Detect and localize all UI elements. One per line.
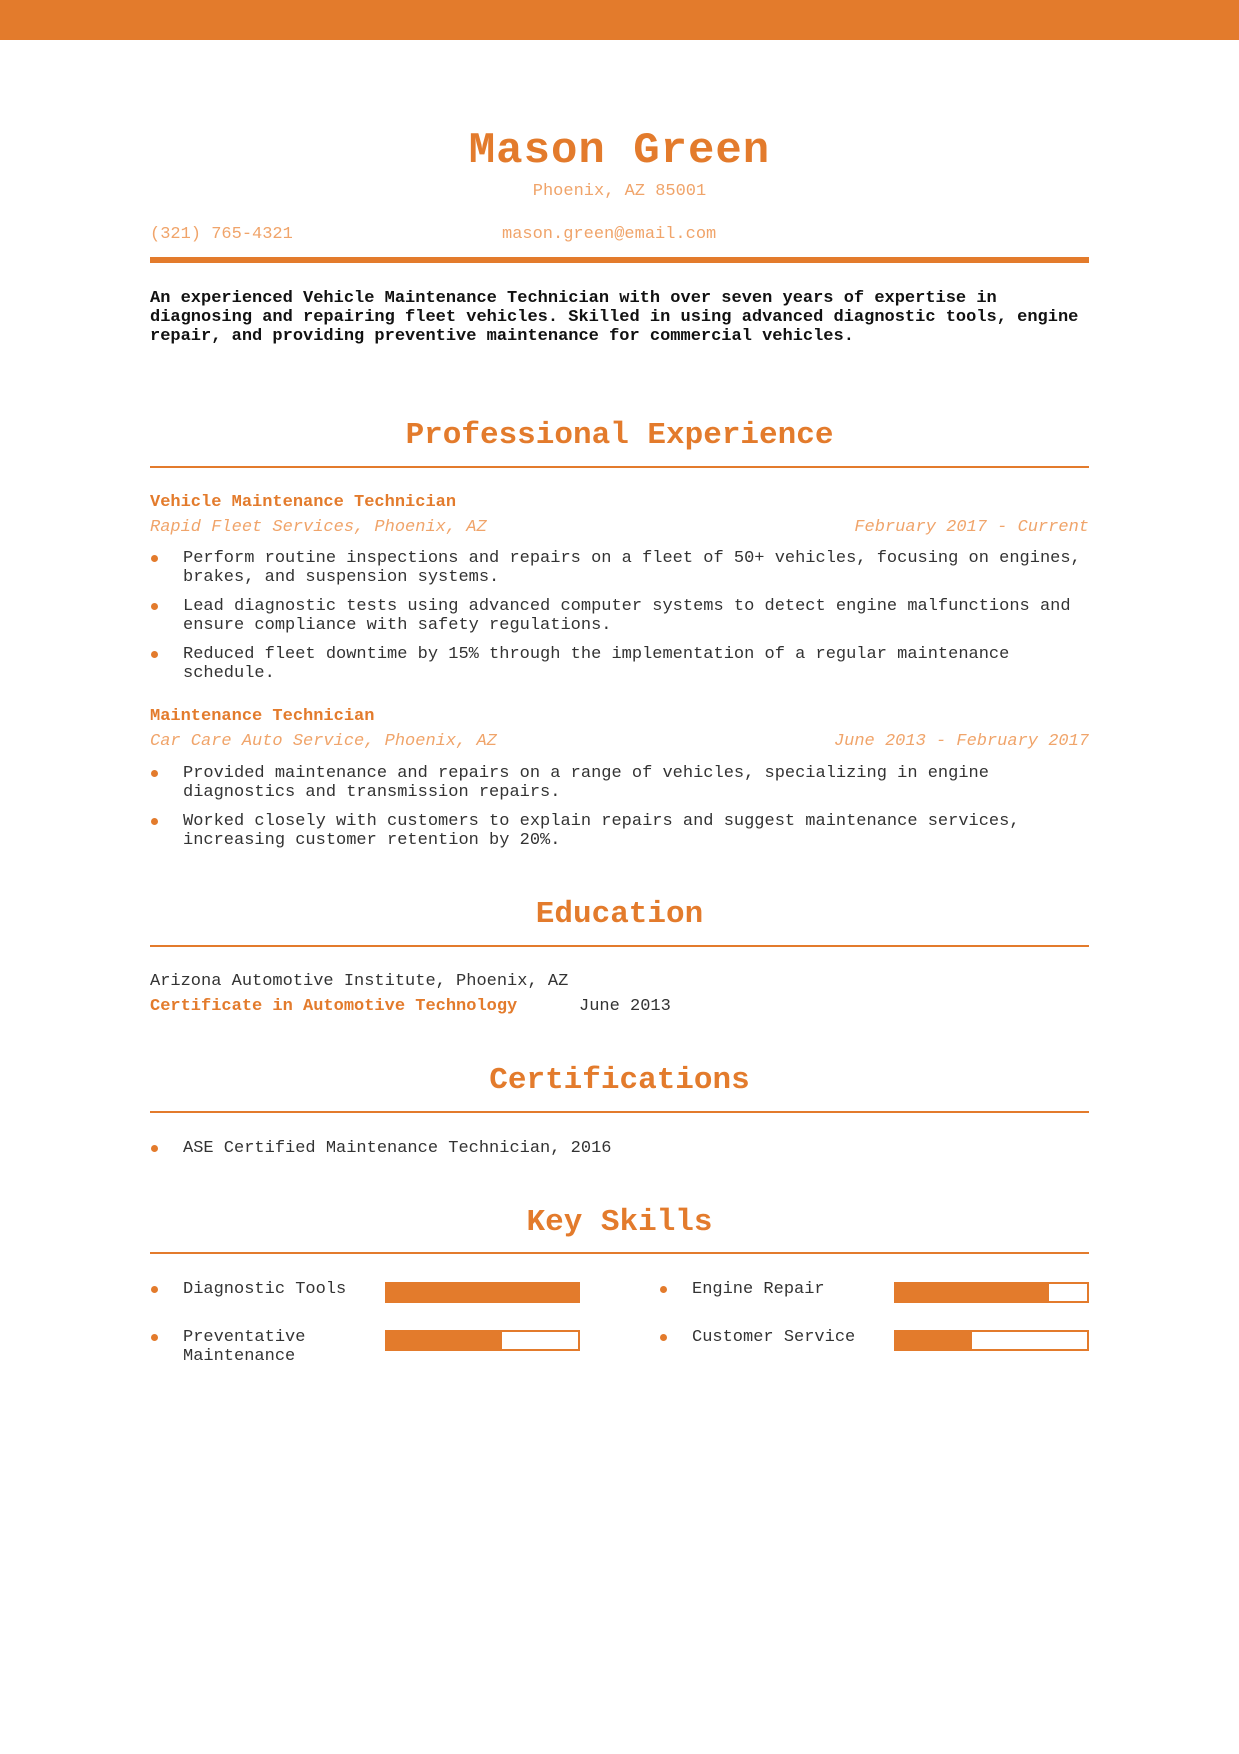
certifications-divider (150, 1111, 1089, 1113)
education-divider (150, 945, 1089, 947)
candidate-location: Phoenix, AZ 85001 (532, 182, 707, 201)
education-section-title: Education (535, 897, 704, 932)
experience-section-title: Professional Experience (405, 418, 834, 453)
skill-item (659, 1280, 1089, 1330)
job-dates: June 2013 - February 2017 (833, 732, 1089, 751)
skill-level-fill (387, 1284, 578, 1301)
skill-level-fill (896, 1284, 1049, 1301)
skills-divider (150, 1252, 1089, 1254)
job-company: Rapid Fleet Services, Phoenix, AZ (150, 518, 487, 537)
list-item: Provided maintenance and repairs on a range of vehicles, specializing in engine diagnostics and transmission repairs. (150, 764, 1089, 802)
skill-item (150, 1280, 580, 1330)
job-dates: February 2017 - Current (854, 518, 1089, 537)
candidate-name: Mason Green (468, 126, 771, 176)
skill-level-bar (894, 1330, 1089, 1351)
skill-name: Customer Service (692, 1328, 856, 1347)
job-company: Car Care Auto Service, Phoenix, AZ (150, 732, 497, 751)
list-item: ASE Certified Maintenance Technician, 2016 (150, 1139, 1089, 1158)
candidate-email: mason.green@email.com (502, 225, 717, 244)
job-bullets (150, 764, 1089, 860)
experience-divider (150, 466, 1089, 468)
job-title: Maintenance Technician (150, 707, 375, 726)
certifications-section-title: Certifications (489, 1063, 750, 1098)
candidate-phone: (321) 765-4321 (150, 225, 293, 244)
list-item: Perform routine inspections and repairs on a fleet of 50+ vehicles, focusing on engines, brakes, and suspension systems. (150, 549, 1089, 587)
job-bullets (150, 549, 1089, 693)
job-title: Vehicle Maintenance Technician (150, 493, 457, 512)
professional-summary: An experienced Vehicle Maintenance Technician with over seven years of expertise in diagnosing and repairing fleet vehicles. Skilled in using advanced diagnostic tools, engine repair, and providing preventive maintenance for commercial vehicles. (150, 289, 1079, 346)
skill-item (150, 1328, 580, 1378)
skill-item (659, 1328, 1089, 1378)
top-accent-bar (0, 0, 1239, 40)
bullet-icon (660, 1334, 667, 1341)
education-degree: Certificate in Automotive Technology (150, 997, 518, 1016)
skill-name: Diagnostic Tools (183, 1280, 347, 1299)
skill-name: Preventative Maintenance (183, 1328, 306, 1366)
skill-level-bar (894, 1282, 1089, 1303)
skill-level-bar (385, 1330, 580, 1351)
bullet-icon (660, 1286, 667, 1293)
skill-level-fill (387, 1332, 502, 1349)
skills-section-title: Key Skills (526, 1205, 713, 1240)
skill-level-fill (896, 1332, 972, 1349)
bullet-icon (151, 1286, 158, 1293)
list-item: Lead diagnostic tests using advanced computer systems to detect engine malfunctions and ensure compliance with safety regulations. (150, 597, 1089, 635)
education-school: Arizona Automotive Institute, Phoenix, AZ (150, 972, 569, 991)
bullet-icon (151, 1334, 158, 1341)
skill-level-bar (385, 1282, 580, 1303)
list-item: Reduced fleet downtime by 15% through the implementation of a regular maintenance schedule. (150, 645, 1089, 683)
skill-name: Engine Repair (692, 1280, 825, 1299)
certifications-list (150, 1139, 1089, 1168)
education-date: June 2013 (579, 997, 671, 1016)
list-item: Worked closely with customers to explain repairs and suggest maintenance services, increasing customer retention by 20%. (150, 812, 1089, 850)
header-divider (150, 257, 1089, 263)
